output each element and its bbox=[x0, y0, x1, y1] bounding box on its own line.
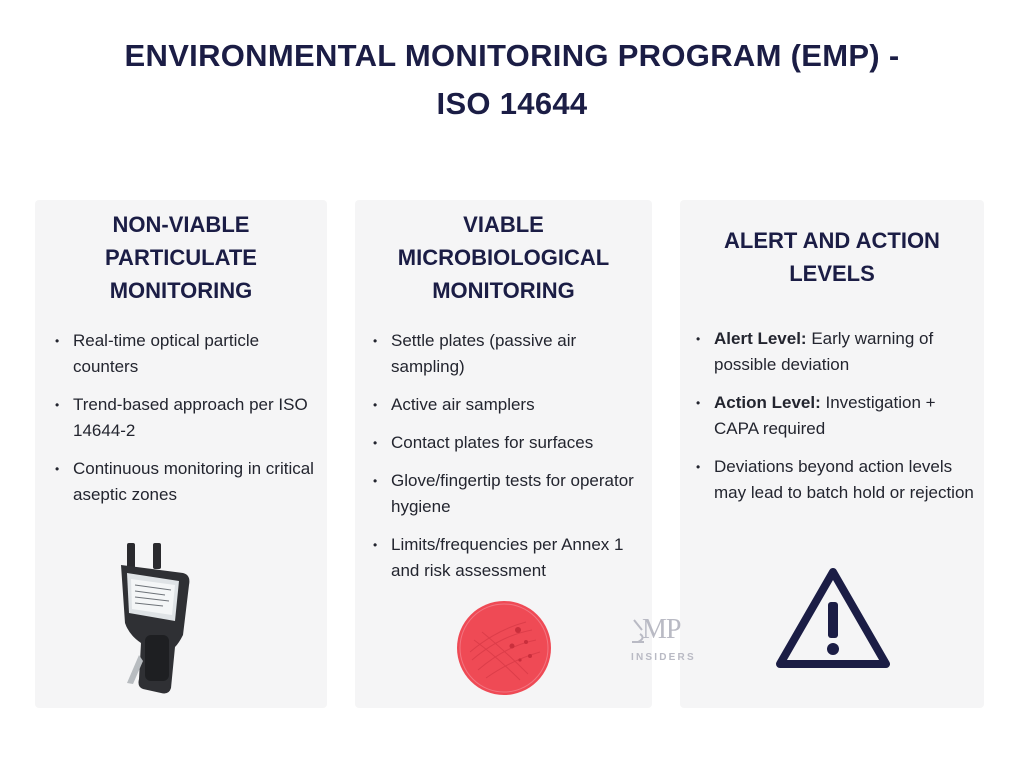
title-line-2: ISO 14644 bbox=[436, 86, 588, 121]
logo bbox=[628, 614, 704, 670]
bullet-list bbox=[696, 326, 980, 518]
list-item bbox=[696, 326, 980, 378]
card-title-line: PARTICULATE bbox=[105, 245, 257, 270]
list-item bbox=[696, 454, 980, 506]
warning-icon bbox=[774, 566, 892, 670]
list-item: • Continuous monitoring in critical aseptic zones bbox=[55, 456, 317, 508]
card-title-line: ALERT AND ACTION bbox=[724, 228, 940, 253]
bullet-list bbox=[55, 328, 317, 520]
list-item: • Real-time optical particle counters bbox=[55, 328, 317, 380]
list-item: • Contact plates for surfaces bbox=[373, 430, 645, 456]
card-title bbox=[35, 208, 327, 307]
list-item: • Glove/fingertip tests for operator hygiene bbox=[373, 468, 645, 520]
bullet-text: Early warning of possible deviation bbox=[714, 329, 934, 374]
logo-text: MP bbox=[642, 614, 681, 645]
title-line-1: ENVIRONMENTAL MONITORING PROGRAM (EMP) - bbox=[124, 38, 900, 73]
card-title-line: NON-VIABLE bbox=[112, 212, 250, 237]
card-title-line: LEVELS bbox=[789, 261, 875, 286]
card-title-line: MONITORING bbox=[432, 278, 575, 303]
particle-counter-icon bbox=[121, 543, 241, 695]
logo-subtext: INSIDERS bbox=[631, 652, 696, 663]
bullet-lead: Action Level: bbox=[714, 393, 821, 412]
card-alert-action bbox=[680, 200, 984, 708]
list-item: • Trend-based approach per ISO 14644-2 bbox=[55, 392, 317, 444]
card-title-line: VIABLE bbox=[463, 212, 544, 237]
card-non-viable bbox=[35, 200, 327, 708]
petri-dish-icon bbox=[456, 600, 552, 696]
bullet-text: Investigation + CAPA required bbox=[714, 393, 936, 438]
card-title bbox=[355, 208, 652, 307]
card-title-line: MONITORING bbox=[109, 278, 253, 303]
bullet-lead: Alert Level: bbox=[714, 329, 807, 348]
list-item: • Active air samplers bbox=[373, 392, 645, 418]
bullet-text: Deviations beyond action levels may lead to batch hold or rejection bbox=[714, 457, 974, 502]
card-title-line: MICROBIOLOGICAL bbox=[397, 245, 610, 270]
list-item: • Settle plates (passive air sampling) bbox=[373, 328, 645, 380]
card-title bbox=[680, 224, 984, 290]
page-title bbox=[0, 32, 1024, 128]
list-item: • Limits/frequencies per Annex 1 and risk assessment bbox=[373, 532, 645, 584]
list-item bbox=[696, 390, 980, 442]
card-viable bbox=[355, 200, 652, 708]
bullet-list bbox=[373, 328, 645, 596]
